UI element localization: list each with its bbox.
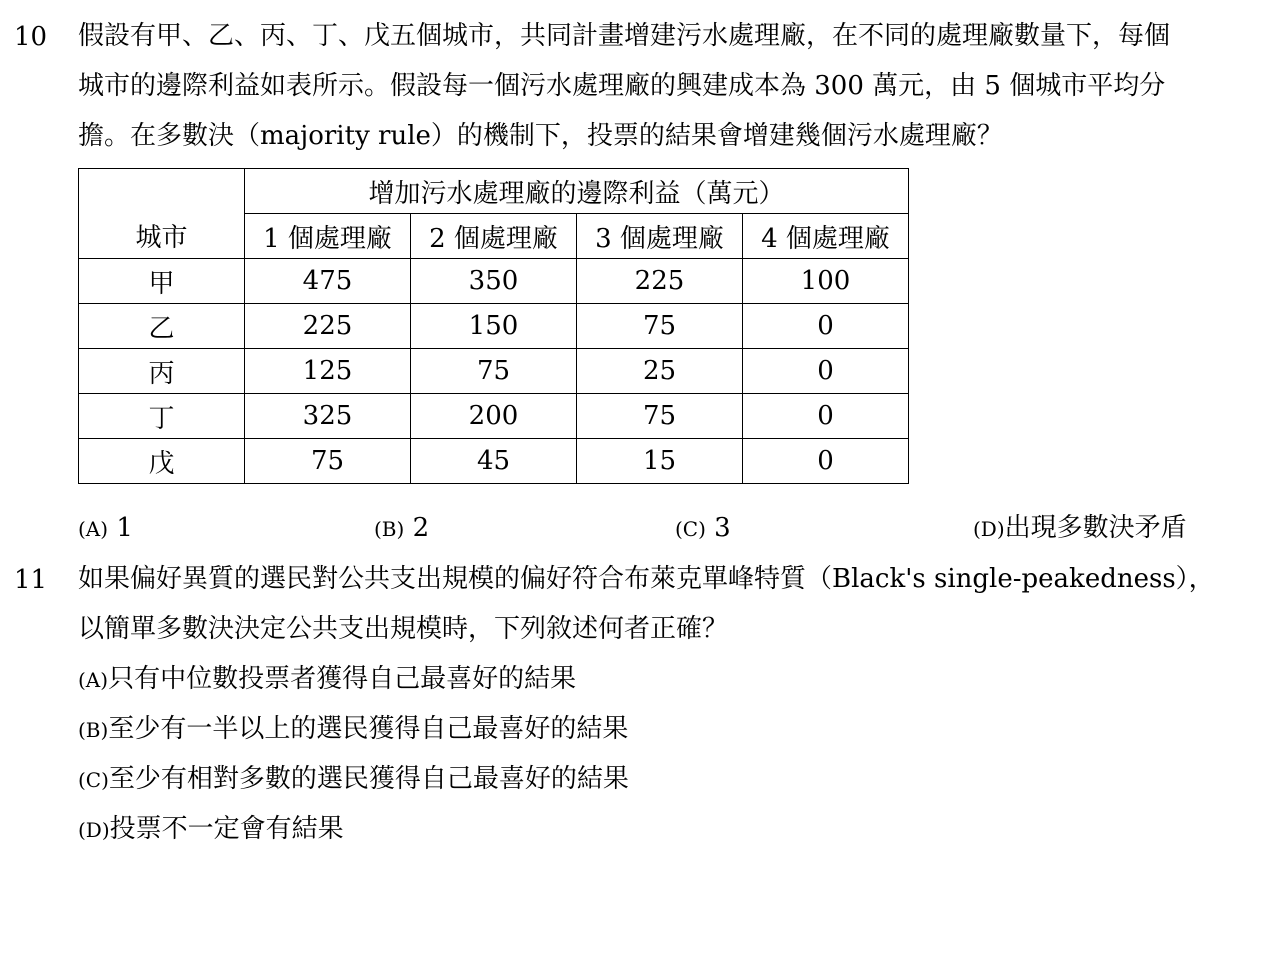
option-mark: (A) [78,517,109,541]
option-mark: (C) [78,768,109,792]
table-row [79,439,909,484]
question-10-option-a[interactable] [78,513,133,544]
question-11-option-d[interactable] [78,814,344,845]
table-cell: 225 [577,259,743,304]
option-mark: (A) [78,668,109,692]
question-11-option-c[interactable] [78,764,629,795]
table-row [79,259,909,304]
table-cell: 0 [743,439,909,484]
table-cell: 100 [743,259,909,304]
option-mark: (B) [78,718,109,742]
table-cell-city: 甲 [79,259,245,304]
question-10-number: 10 [14,22,48,52]
table-row [79,394,909,439]
option-text: 至少有相對多數的選民獲得自己最喜好的結果 [108,764,629,794]
option-text: 2 [404,513,430,543]
table-cell: 45 [411,439,577,484]
table-header-city: 城市 [79,214,245,259]
question-10-option-b[interactable] [374,513,429,544]
option-text: 投票不一定會有結果 [109,814,344,844]
table-cell: 25 [577,349,743,394]
option-text: 3 [705,513,731,543]
question-11-option-a[interactable] [78,664,576,695]
table-row [79,349,909,394]
table-cell: 475 [245,259,411,304]
table-cell: 150 [411,304,577,349]
table-cell: 0 [743,304,909,349]
table-corner-cell [79,169,245,214]
question-10-text-line-3: 擔。在多數決（majority rule）的機制下，投票的結果會增建幾個污水處理廠？ [78,121,1003,151]
option-mark: (D) [973,517,1005,541]
table-cell-city: 戊 [79,439,245,484]
table-cell: 75 [577,394,743,439]
table-cell: 225 [245,304,411,349]
table-header-main: 增加污水處理廠的邊際利益（萬元） [245,169,909,214]
table-cell: 75 [245,439,411,484]
table-header-col-1: 1 個處理廠 [245,214,411,259]
table-cell-city: 乙 [79,304,245,349]
table-cell: 0 [743,394,909,439]
table-cell: 350 [411,259,577,304]
option-text: 只有中位數投票者獲得自己最喜好的結果 [108,664,577,694]
table-cell: 75 [411,349,577,394]
marginal-benefit-table [78,168,909,484]
question-11-text-line-1: 如果偏好異質的選民對公共支出規模的偏好符合布萊克單峰特質（Black's single-peakedness）， [78,564,1215,594]
option-text: 至少有一半以上的選民獲得自己最喜好的結果 [108,714,629,744]
table-cell: 75 [577,304,743,349]
table-header-row-main [79,169,909,214]
table-header-col-4: 4 個處理廠 [743,214,909,259]
table-cell: 125 [245,349,411,394]
question-11-text-line-2: 以簡單多數決決定公共支出規模時，下列敘述何者正確？ [78,614,729,644]
option-mark: (D) [78,818,110,842]
question-10-text-line-2: 城市的邊際利益如表所示。假設每一個污水處理廠的興建成本為 300 萬元，由 5 個城市平均分 [78,71,1166,101]
table-cell: 325 [245,394,411,439]
table-row [79,304,909,349]
question-11-option-b[interactable] [78,714,628,745]
question-10-option-d[interactable] [973,513,1187,544]
question-10-text-line-1: 假設有甲、乙、丙、丁、戊五個城市，共同計畫增建污水處理廠，在不同的處理廠數量下，每個 [78,21,1171,51]
question-10-option-c[interactable] [675,513,731,544]
table-header-col-2: 2 個處理廠 [411,214,577,259]
table-header-row-columns [79,214,909,259]
table-cell: 200 [411,394,577,439]
option-mark: (C) [675,517,706,541]
question-11-number: 11 [14,565,48,595]
table-cell-city: 丁 [79,394,245,439]
table-cell-city: 丙 [79,349,245,394]
table-header-col-3: 3 個處理廠 [577,214,743,259]
option-text: 1 [108,513,133,543]
table-cell: 15 [577,439,743,484]
table-cell: 0 [743,349,909,394]
option-mark: (B) [374,517,405,541]
option-text: 出現多數決矛盾 [1004,513,1187,543]
